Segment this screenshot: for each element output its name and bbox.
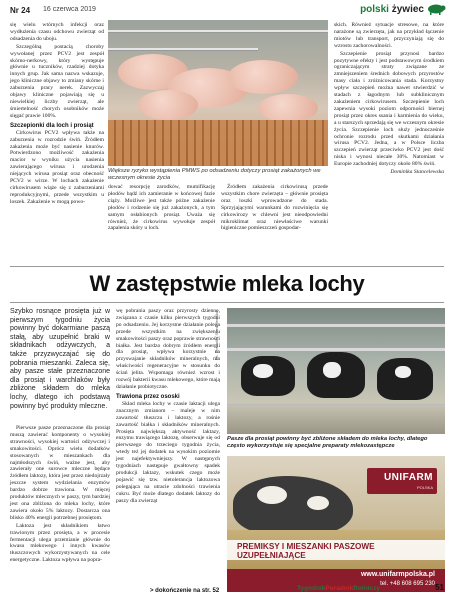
paragraph: Laktoza jest składnikiem łatwo trawionym przez prosięta, a w procesie fermentacji ulega przemianie głównie do kwasu mlekowego i innych kwasów tłuszczowych wykorzystywanych na cele energetyczne. Laktoza wpływa na popra- (10, 522, 110, 564)
paragraph: Pierwsze pasze przeznaczone dla prosiąt muszą zawierać komponenty o wysokiej strawności, wysokiej wartości odżywczej i smakowitości. Oprócz wielu dodatków stosowanych w mieszankach dla najmłodszych świń, ważne jest, aby zawierały one surowce mleczne będące źródłem laktozy, która jest przez niedojrzały jeszcze system wydzielania enzymów bardzo dobrze trawiona. W mięcej produktów mlecznych w paszy, tym bardziej jest ona zbliżona do mleka lochy, które zawiera około 5% laktozy. Dostarcza ona blisko 40% energii potrzebnej prosiętom. (10, 425, 110, 521)
top-article-column-4 (334, 22, 444, 176)
article-lead (10, 308, 110, 411)
ad-brand: UNIFARM (383, 472, 433, 483)
photo-caption: Większe ryzyko wystąpienia PMWS po odsadzeniu dotyczy prosiąt zakażonych we wczesnym okresie życia (108, 168, 321, 181)
subheading: Trawiona przez ososki (116, 393, 180, 400)
section-divider (10, 266, 444, 267)
calves-photo (227, 308, 445, 434)
ad-website-link[interactable]: www.unifarmpolska.pl (360, 571, 435, 578)
paragraph: Szczególną postacią choroby wywołanej przez PCV2 jest zespół skórno-nerkowy, który występuje głównie u tuczników, rzadziej dotyka innych grup. Jak sama nazwa wskazuje, jego kliniczne objawy to zmiany skórne i zaburzenia pracy nerek. Zazwyczaj objawy kliniczne pojawiają się u niewielkiej liczby zwierząt, ale śmiertelność chorych osobników może sięgać prawie 100%. (10, 43, 104, 119)
section-title-green: polski (360, 4, 389, 15)
paragraph: skich. Również sytuacje stresowe, na które narażone są zwierzęta, jak na przykład łączenie miotów lub transport, przyczyniają się do wzrostu zachorowalności. (334, 22, 444, 49)
paragraph: wę pobrania paszy oraz przyrosty dzienne, związana z czasie kilku pierwszych tygodni po odsadzeniu. Jej korzystne działanie polega przede wszystkim na zwiększeniu smakowitości paszy oraz poprawie strawności białka. Jest bardzo dobrym źródłem energii dla prosiąt, wpływa korzystnie na przyswajanie składników mineralnych, ma właściwości regeneracyjne w stosunku do ściań jelita. Wspomaga również wzrost i rozwój bakterii kwasu mlekowego, które mają działanie probiotyczne. (116, 308, 220, 390)
brand-part: Tygodnik (297, 585, 326, 592)
top-article-column-2 (108, 184, 215, 233)
main-article-column-1 (10, 425, 110, 565)
section-title-dark: żywiec (391, 4, 424, 15)
page-header (0, 0, 454, 20)
issue-number: Nr 24 (10, 6, 31, 15)
article-headline: W zastępstwie mleka lochy (89, 271, 365, 296)
photo-caption: Pasze dla prosiąt powinny być zbliżone składem do mleka lochy, dlatego często wykorzystuje się specjalne preparaty mlekozastępcze (227, 436, 428, 449)
section-divider (10, 302, 444, 303)
photo-credit: fot. Dominika Stancelewska (214, 310, 219, 360)
section-title (360, 4, 424, 15)
main-article-column-2 (116, 308, 220, 505)
paragraph: Szczepienie prosiąt przynosi bardzo pozytywne efekty i jest podstawowym środkiem ograniczającym straty związane ze zmniejszeniem średnich dobowych przyrostów masy ciała i zróżnicowania stada. Korzystny wpływ szczepień można nawet stwierdzić w stadach z łagodnym lub subklinicznym zakażeniem cirkowirusem. Szczepienie loch zapewnia wysoki poziom odporności biernej prosiąt przez okres ssania i karmienia do wieku, a u starszych sprzedają się we wczesnym okresie życia. Szczepienie loch służy jednocześnie ochronie rozrodu przed skutkami działania wirusa PCV2. Jedna, a w Polsce liczba szczepień zwierząt przeciwko PCV2 jest dość niska i wynosi niecałe 30%. Natomiast w Europie zachodniej dotyczy około 80% świń. (334, 50, 444, 168)
paragraph: Cirkowirus PCV2 wpływa także na zaburzenia w rozrodzie świń. Źródłem zakażenia może być nasienie knurów. Potwierdzono możliwość zakażenia macior w wyniku użycia nasienia zawierającego wirusa i urodzenia niejących wirusa prosiąt oraz obecność PCV2 w wirze. W lochach zakażenie cirkowirusem wiąże się z zaburzeniami reprodukcyjnymi, przede wszystkim u loszek. Zakażenie w mogą powo- (10, 129, 104, 205)
magazine-brand (297, 585, 380, 592)
unifarm-advertisement[interactable] (227, 456, 445, 592)
pig-icon (426, 3, 446, 15)
ad-headline: PREMIKSY I MIESZANKI PASZOWE UZUPEŁNIAJĄCE (237, 542, 375, 560)
page-number: 51 (435, 583, 444, 592)
paragraph: dować resorpcję zarodków, mumifikację płodów bądź ich zamieranie w końcowej fazie ciąży. Możliwe jest także późne zakażenie płodów i rodzenie się już zakażonych, a tym samym osłabionych prosiąt. Uważa się również, że cirkowirus wywołuje zespół zapalenia skóry u loch. (108, 184, 215, 232)
continued-note: > dokończenie na str. 52 (150, 588, 220, 594)
paragraph: Skład mleka lochy w czasie laktacji ulega znacznym zmianom – maleje w nim zawartość tłuszczu i laktozy, a rośnie zawartość białka i składników mineralnych. Prosięta największą aktywność laktazy, enzymu trawiącego laktozę, obserwuje się od pierwszego do trzeciego tygodnia życia, wtedy też jej dodatek na wysokim poziomie jest najefektywniejszy. W następnych tygodniach następuje gwałtowny spadek produkcji laktazy, wskutek czego może pojawić się tzw. nietolerancja laktozowa polegająca na utracie zdolności trawienia cukru. Być może dlatego dodatek laktozy do paszy dla zwierząt (116, 400, 220, 504)
paragraph: Źródłem zakażenia cirkowirusą przede wszystkim chore zwierzęta – głównie prosięta oraz loszki wprowadzone do stada. Sprzyjającymi warunkami do rozwinięcia się cirkowirozy w chlewni jest nieodpowiedni mikroklimat oraz niewłaściwe warunki higieniczne pomieszczeń gospodar- (221, 184, 328, 232)
top-article-column-1 (10, 22, 104, 207)
piglets-photo (108, 20, 328, 166)
subheading: Szczepionki dla loch i prosiąt (10, 122, 94, 129)
issue-date: 16 czerwca 2019 (43, 6, 96, 13)
ad-cow-image (233, 476, 353, 536)
ad-phone: tel. +48 608 695 230 (380, 581, 435, 587)
brand-part: Poradnik (325, 585, 354, 592)
lead-paragraph: Szybko rosnące prosięta już w pierwszym tygodniu życia powinny być dokarmiane paszą stałą, aby uzupełnić braki w składnikach odżywczych, a także przyzwyczajać się do pobrania mieszanki. Zaleca się, aby pasze stałe przeznaczone dla prosiąt i warchlaków były zbliżone składem do mleka lochy, dlatego ich podstawą powinny być produkty mleczne. (10, 308, 110, 410)
top-article-column-3 (221, 184, 328, 233)
paragraph: się wielu wtórnych infekcji oraz wydłużenia czasu odchowu zwierząt od odsadzenia do uboju. (10, 22, 104, 42)
brand-part: Rolniczy (353, 585, 380, 592)
ad-brand-sub: POLSKA (416, 485, 433, 490)
author-signature: Dominika Stancelewska (390, 169, 444, 176)
